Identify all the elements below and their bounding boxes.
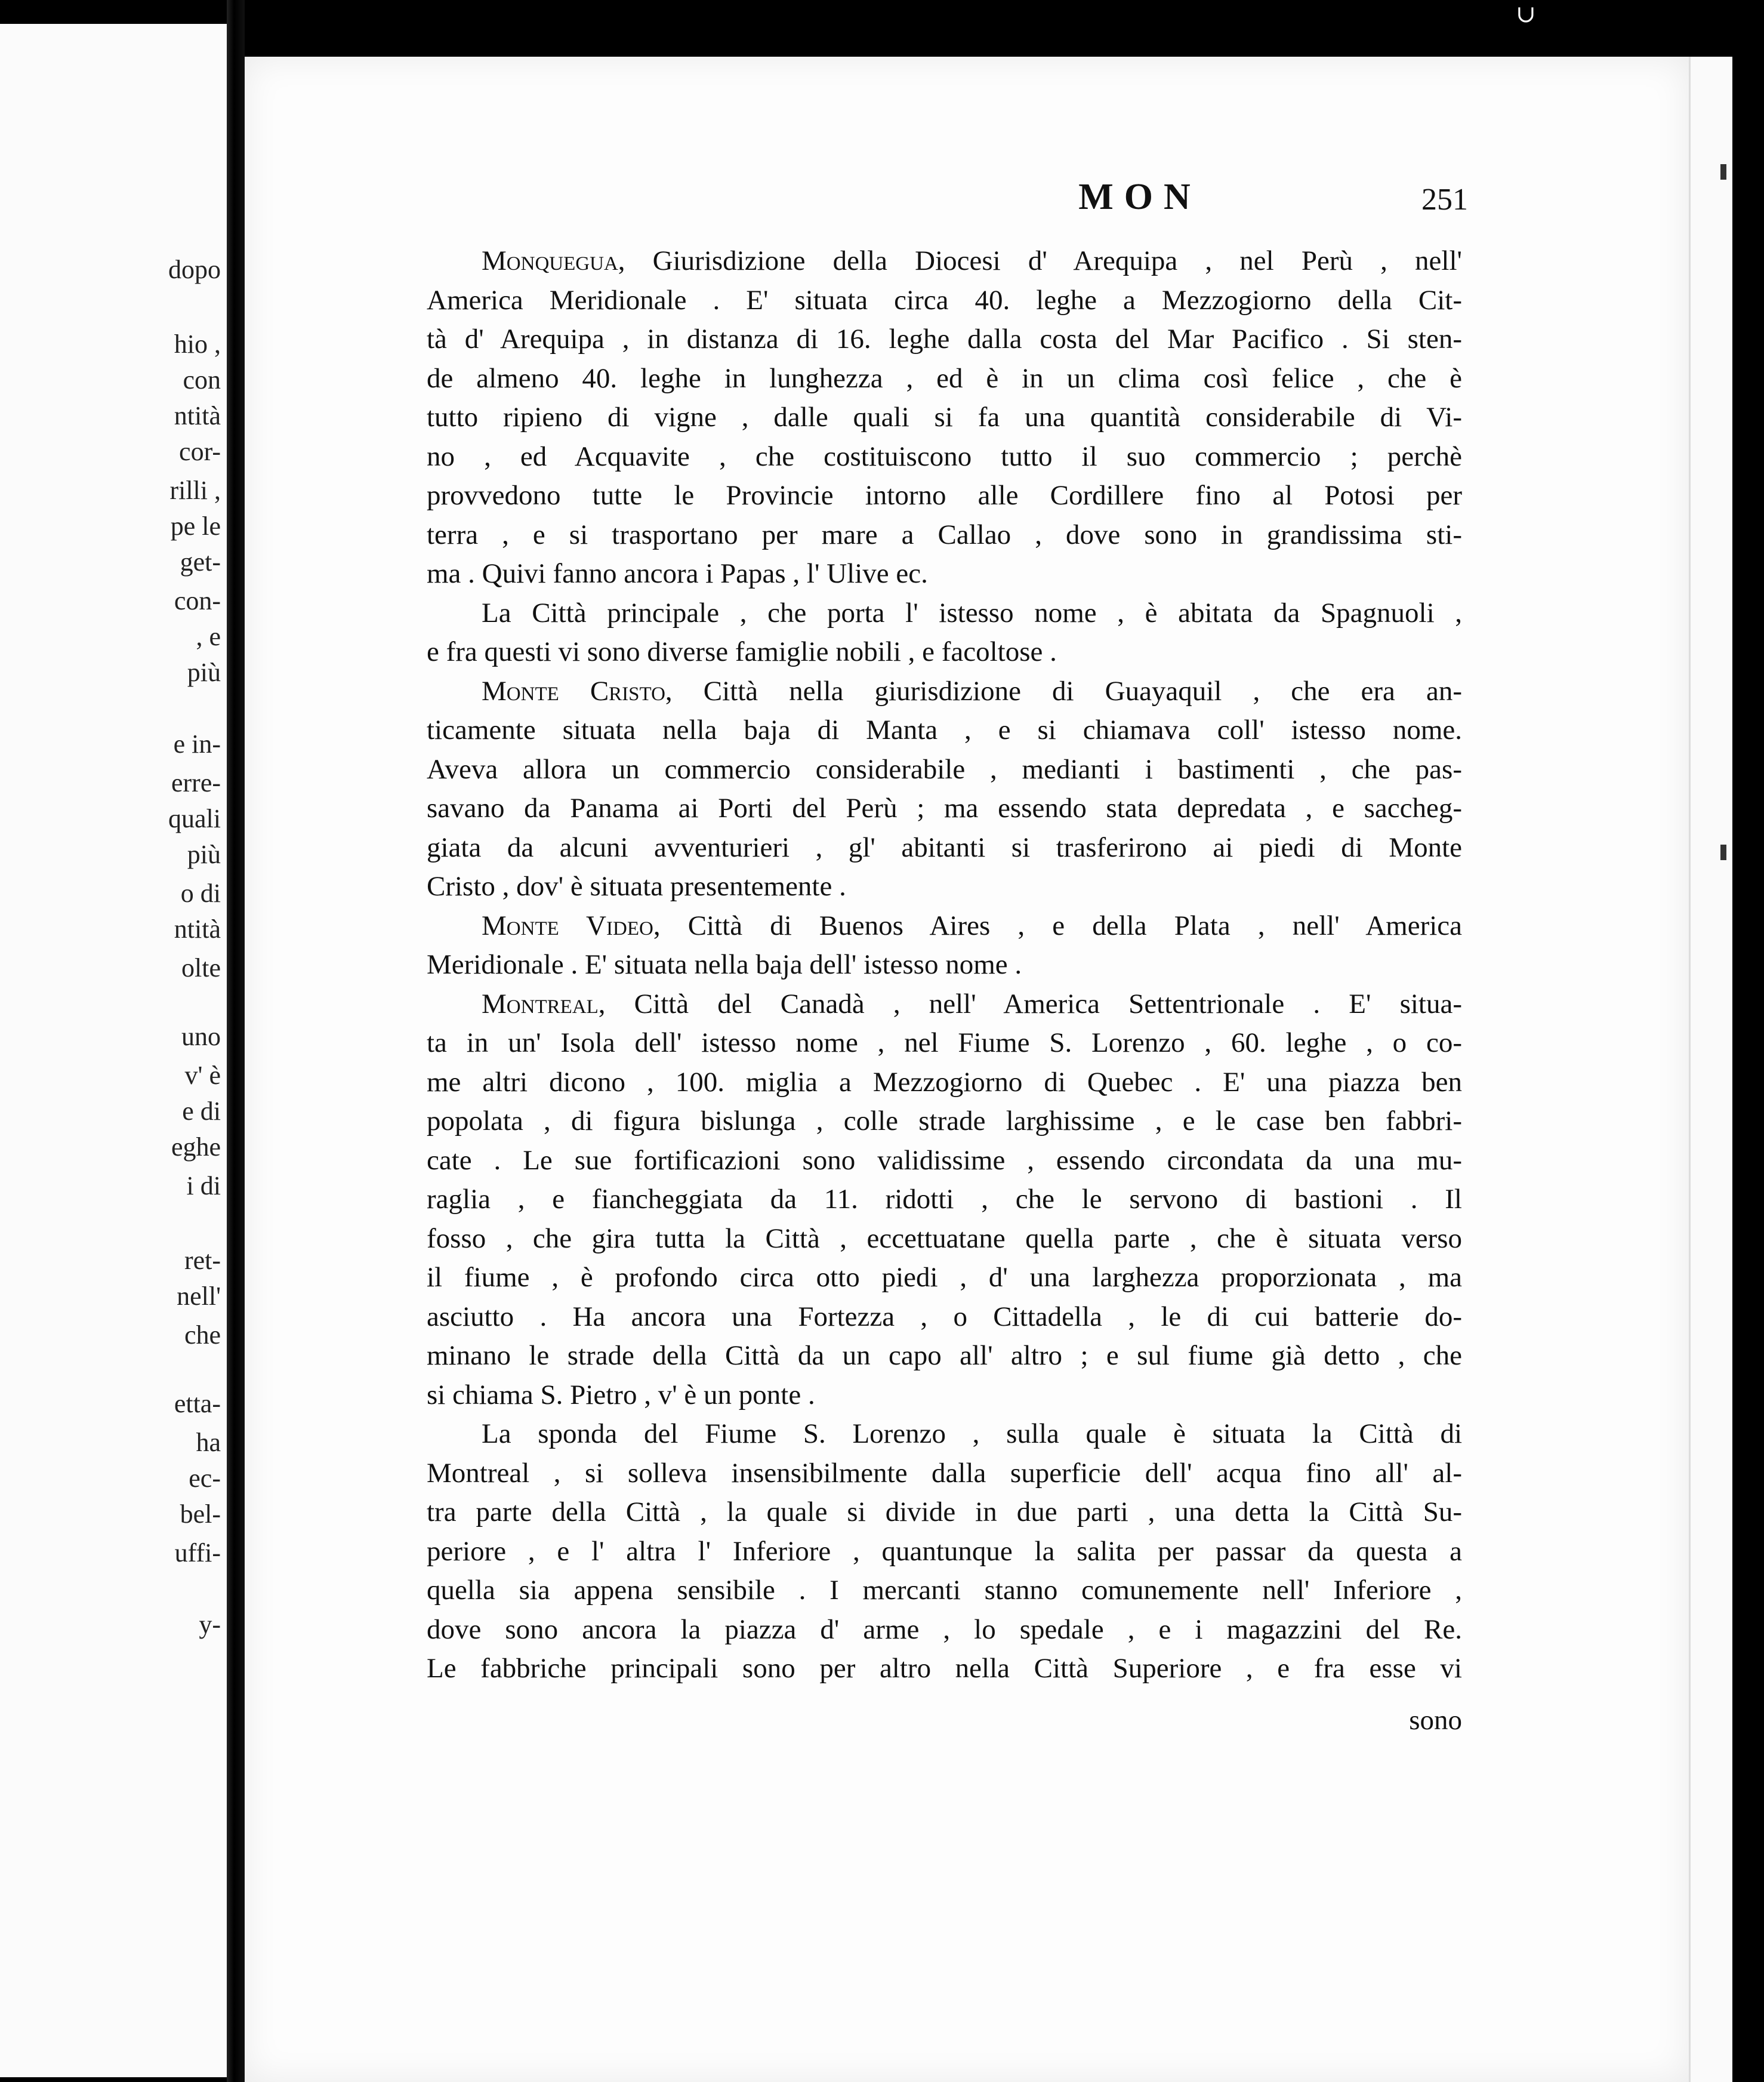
- line-text: , Città del Canadà , nell' America Settentrionale . E' situa-: [598, 988, 1462, 1020]
- text-line: [427, 985, 1462, 1024]
- left-page-fragment-text: erre-: [171, 768, 221, 797]
- left-page-fragment-text: ec-: [189, 1464, 221, 1493]
- text-line: [427, 1649, 1462, 1689]
- text-line: [427, 476, 1462, 516]
- line-text: Montreal , si solleva insensibilmente dalla superficie dell' acqua fino all' al-: [427, 1457, 1462, 1489]
- text-line: [427, 907, 1462, 946]
- text-line: [427, 1219, 1462, 1259]
- left-page-fragment-text: dopo: [168, 255, 221, 284]
- left-page-fragment-text: più: [187, 840, 221, 869]
- page-number: 251: [1421, 183, 1468, 217]
- running-head: MON: [1078, 177, 1201, 217]
- left-page-fragment-text: ret-: [184, 1246, 221, 1275]
- entry-headword: Montreal: [482, 988, 599, 1020]
- line-text: fosso , che gira tutta la Città , eccettuatane quella parte , che è situata verso: [427, 1222, 1462, 1254]
- text-line: [427, 594, 1462, 633]
- line-text: terra , e si trasportano per mare a Callao , dove sono in grandissima sti-: [427, 519, 1462, 550]
- text-line: [427, 1336, 1462, 1376]
- line-text: ta in un' Isola dell' istesso nome , nel Fiume S. Lorenzo , 60. leghe , o co-: [427, 1027, 1462, 1058]
- text-line: [427, 1024, 1462, 1063]
- line-text: provvedono tutte le Provincie intorno alle Cordillere fino al Potosi per: [427, 480, 1462, 511]
- text-line: [427, 1610, 1462, 1650]
- left-page-fragment-text: che: [184, 1320, 221, 1350]
- text-line: [427, 1141, 1462, 1181]
- right-page: [245, 57, 1689, 2082]
- line-text: de almeno 40. leghe in lunghezza , ed è in un clima così felice , che è: [427, 362, 1462, 394]
- book-gutter: [227, 0, 245, 2082]
- left-page-fragment-text: hio ,: [174, 329, 221, 359]
- text-line: [427, 516, 1462, 555]
- line-text: minano le strade della Città da un capo all' altro ; e sul fiume già detto , che: [427, 1340, 1462, 1371]
- text-line: [427, 398, 1462, 438]
- left-page-fragment-text: get-: [180, 547, 221, 577]
- text-line: [427, 281, 1462, 321]
- left-page-fragment-text: più: [187, 658, 221, 687]
- text-line: [427, 750, 1462, 790]
- left-page-fragment-text: e in-: [173, 729, 221, 759]
- line-text: , Città di Buenos Aires , e della Plata , nell' America: [653, 910, 1462, 941]
- catchword: sono: [1409, 1705, 1462, 1736]
- line-text: me altri dicono , 100. miglia a Mezzogiorno di Quebec . E' una piazza ben: [427, 1066, 1462, 1098]
- text-line: [427, 242, 1462, 281]
- text-line: [427, 1454, 1462, 1493]
- line-text: savano da Panama ai Porti del Perù ; ma essendo stata depredata , e saccheg-: [427, 793, 1462, 824]
- corner-mark: ∪: [1516, 1, 1536, 27]
- line-text: popolata , di figura bislunga , colle strade larghissime , e le case ben fabbri-: [427, 1105, 1462, 1137]
- line-text: cate . Le sue fortificazioni sono validissime , essendo circondata da una mu-: [427, 1144, 1462, 1176]
- text-body: [427, 242, 1462, 1689]
- text-line: [427, 1571, 1462, 1610]
- left-page-fragment-text: uffi-: [174, 1538, 221, 1567]
- text-line: [427, 1493, 1462, 1532]
- left-page-fragment-text: uno: [181, 1022, 221, 1051]
- line-text: quella sia appena sensibile . I mercanti stanno comunemente nell' Inferiore ,: [427, 1575, 1462, 1606]
- line-text: tutto ripieno di vigne , dalle quali si fa una quantità considerabile di Vi-: [427, 402, 1462, 433]
- entry-headword: Monte Cristo: [482, 675, 665, 707]
- line-text: asciutto . Ha ancora una Fortezza , o Cittadella , le di cui batterie do-: [427, 1301, 1462, 1332]
- left-page-fragment-text: y-: [199, 1610, 221, 1639]
- left-page-fragment-text: quali: [168, 804, 221, 833]
- left-page-fragment-text: pe le: [170, 512, 221, 541]
- left-page-fragment-text: bel-: [180, 1499, 221, 1529]
- left-page-fragment-text: etta-: [174, 1389, 221, 1418]
- line-text: , Giurisdizione della Diocesi d' Arequipa , nel Perù , nell': [618, 245, 1462, 276]
- left-page-fragment-text: nell': [177, 1282, 221, 1311]
- text-line: [427, 672, 1462, 712]
- left-page-fragment-text: ntità: [174, 914, 221, 944]
- text-line: [427, 829, 1462, 868]
- line-text: raglia , e fiancheggiata da 11. ridotti , che le servono di bastioni . Il: [427, 1184, 1462, 1215]
- text-line: [427, 1532, 1462, 1572]
- line-text: Cristo , dov' è situata presentemente .: [427, 871, 846, 902]
- text-line: [427, 1063, 1462, 1102]
- entry-headword: Monte Video: [482, 910, 653, 941]
- text-line: [427, 1102, 1462, 1141]
- left-page-fragment-text: e di: [182, 1097, 221, 1126]
- line-text: Meridionale . E' situata nella baja dell' istesso nome .: [427, 949, 1022, 980]
- edge-mark: [1720, 164, 1726, 180]
- left-page-fragment-text: con-: [174, 586, 221, 615]
- line-text: tra parte della Città , la quale si divide in due parti , una detta la Città Su-: [427, 1496, 1462, 1527]
- text-line: [427, 359, 1462, 399]
- left-page-fragment-text: , e: [196, 622, 221, 651]
- text-line: [427, 1180, 1462, 1219]
- line-text: no , ed Acquavite , che costituiscono tutto il suo commercio ; perchè: [427, 441, 1462, 472]
- left-page-fragment-text: cor-: [179, 437, 221, 466]
- text-line: [427, 1258, 1462, 1298]
- entry-headword: Monquegua: [482, 245, 618, 276]
- text-line: [427, 438, 1462, 477]
- line-text: La sponda del Fiume S. Lorenzo , sulla quale è situata la Città di: [482, 1418, 1462, 1449]
- left-page-fragment-text: rilli ,: [169, 476, 221, 505]
- text-line: [427, 1298, 1462, 1337]
- text-line: [427, 1415, 1462, 1454]
- line-text: dove sono ancora la piazza d' arme , lo spedale , e i magazzini del Re.: [427, 1613, 1462, 1645]
- left-page-fragment-text: ha: [196, 1428, 221, 1457]
- text-line: [427, 711, 1462, 750]
- line-text: Le fabbriche principali sono per altro nella Città Superiore , e fra esse vi: [427, 1653, 1462, 1684]
- text-line: [427, 320, 1462, 359]
- text-line: [427, 555, 1462, 594]
- text-line: [427, 789, 1462, 829]
- line-text: periore , e l' altra l' Inferiore , quantunque la salita per passar da questa a: [427, 1535, 1462, 1567]
- line-text: ma . Quivi fanno ancora i Papas , l' Ulive ec.: [427, 558, 928, 589]
- text-line: [427, 945, 1462, 985]
- line-text: giata da alcuni avventurieri , gl' abitanti si trasferirono ai piedi di Monte: [427, 831, 1462, 863]
- left-page-fragment-text: olte: [181, 953, 221, 983]
- line-text: si chiama S. Pietro , v' è un ponte .: [427, 1379, 815, 1410]
- text-line: [427, 867, 1462, 907]
- left-page-fragment-text: eghe: [171, 1132, 221, 1162]
- text-line: [427, 1376, 1462, 1415]
- page-edge: [1689, 57, 1732, 2082]
- line-text: e fra questi vi sono diverse famiglie nobili , e facoltose .: [427, 636, 1057, 667]
- left-page-fragment-text: o di: [180, 879, 221, 908]
- left-page-fragment-text: ntità: [174, 401, 221, 430]
- line-text: ticamente situata nella baja di Manta , e si chiamava coll' istesso nome.: [427, 714, 1462, 746]
- line-text: , Città nella giurisdizione di Guayaquil , che era an-: [665, 675, 1462, 707]
- edge-mark: [1720, 845, 1726, 860]
- text-line: [427, 633, 1462, 672]
- line-text: Aveva allora un commercio considerabile , medianti i bastimenti , che pas-: [427, 753, 1462, 785]
- line-text: tà d' Arequipa , in distanza di 16. leghe dalla costa del Mar Pacifico . Si sten-: [427, 324, 1462, 355]
- line-text: America Meridionale . E' situata circa 40. leghe a Mezzogiorno della Cit-: [427, 284, 1462, 316]
- left-page-fragment-text: con: [183, 365, 221, 395]
- left-page-fragment: [0, 24, 227, 2077]
- line-text: il fiume , è profondo circa otto piedi , d' una larghezza proporzionata , ma: [427, 1262, 1462, 1293]
- left-page-fragment-text: v' è: [184, 1061, 221, 1090]
- left-page-fragment-text: i di: [186, 1171, 221, 1200]
- line-text: La Città principale , che porta l' istesso nome , è abitata da Spagnuoli ,: [482, 597, 1462, 629]
